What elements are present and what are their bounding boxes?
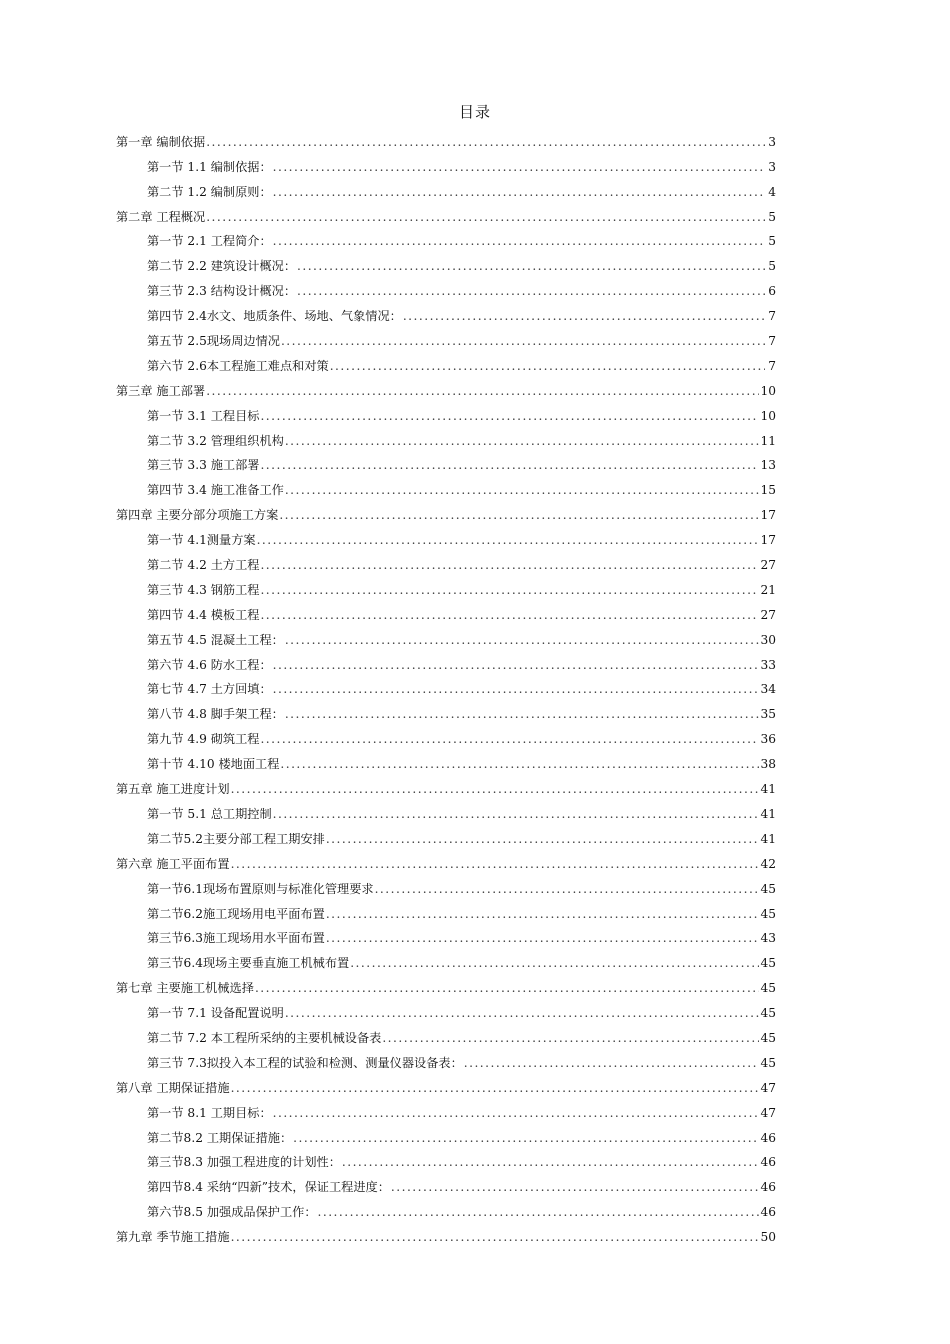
toc-entry-page-number: 35	[760, 707, 776, 722]
toc-dot-leader	[273, 682, 760, 696]
toc-entry-page-number: 5	[768, 234, 776, 249]
toc-entry-page-number: 47	[760, 1080, 776, 1095]
toc-entry-label: 第四节 4.4 模板工程	[147, 607, 260, 622]
toc-section-entry[interactable]	[116, 1194, 776, 1219]
toc-entry-page-number: 10	[760, 408, 776, 423]
toc-entry-page-number: 45	[760, 1006, 776, 1021]
toc-entry-page-number: 41	[760, 806, 776, 821]
toc-entry-label: 第三节 7.3拟投入本工程的试验和检测、测量仪器设备表：	[147, 1055, 463, 1070]
toc-entry-label: 第二节5.2主要分部工程工期安排	[147, 831, 325, 846]
toc-chapter-entry[interactable]	[116, 1070, 776, 1095]
toc-dot-leader	[326, 931, 760, 945]
toc-entry-label: 第六节 2.6本工程施工难点和对策	[147, 358, 329, 373]
toc-dot-leader	[330, 359, 765, 373]
toc-entry-page-number: 17	[760, 508, 776, 523]
toc-entry-label: 第六节 4.6 防水工程：	[147, 657, 272, 672]
toc-entry-label: 第九节 4.9 砌筑工程	[147, 732, 260, 747]
toc-dot-leader	[285, 707, 760, 721]
toc-entry-label: 第二节8.2 工期保证措施：	[147, 1130, 293, 1145]
toc-section-entry[interactable]	[116, 1020, 776, 1045]
toc-entry-page-number: 15	[760, 483, 776, 498]
toc-dot-leader	[273, 658, 760, 672]
toc-entry-label: 第四章 主要分部分项施工方案	[116, 508, 279, 523]
toc-section-entry[interactable]	[116, 1120, 776, 1145]
toc-section-entry[interactable]	[116, 448, 776, 473]
toc-section-entry[interactable]	[116, 597, 776, 622]
toc-entry-page-number: 17	[760, 533, 776, 548]
toc-dot-leader	[260, 409, 759, 423]
toc-chapter-entry[interactable]	[116, 1219, 776, 1244]
toc-entry-page-number: 41	[760, 782, 776, 797]
toc-section-entry[interactable]	[116, 696, 776, 721]
toc-dot-leader	[285, 434, 760, 448]
toc-entry-page-number: 6	[768, 284, 776, 299]
toc-section-entry[interactable]	[116, 871, 776, 896]
toc-entry-label: 第三节 3.3 施工部署	[147, 458, 260, 473]
toc-dot-leader	[326, 907, 760, 921]
toc-dot-leader	[342, 1155, 760, 1169]
toc-section-entry[interactable]	[116, 174, 776, 199]
toc-section-entry[interactable]	[116, 896, 776, 921]
toc-entry-label: 第一节 2.1 工程简介：	[147, 234, 272, 249]
toc-entry-page-number: 33	[760, 657, 776, 672]
toc-entry-label: 第二节 4.2 土方工程	[147, 558, 260, 573]
toc-section-entry[interactable]	[116, 672, 776, 697]
toc-dot-leader	[293, 1131, 759, 1145]
toc-section-entry[interactable]	[116, 1095, 776, 1120]
toc-entry-label: 第七章 主要施工机械选择	[116, 981, 254, 996]
toc-dot-leader	[285, 1006, 760, 1020]
toc-entry-label: 第二节 7.2 本工程所采纳的主要机械设备表	[147, 1030, 382, 1045]
toc-section-entry[interactable]	[116, 547, 776, 572]
toc-entry-page-number: 42	[760, 856, 776, 871]
toc-dot-leader	[375, 882, 760, 896]
toc-entry-page-number: 4	[768, 184, 776, 199]
toc-section-entry[interactable]	[116, 622, 776, 647]
toc-section-entry[interactable]	[116, 472, 776, 497]
toc-section-entry[interactable]	[116, 398, 776, 423]
toc-section-entry[interactable]	[116, 149, 776, 174]
toc-entry-label: 第三节 4.3 钢筋工程	[147, 582, 260, 597]
toc-entry-label: 第一节 3.1 工程目标	[147, 408, 260, 423]
toc-entry-page-number: 7	[768, 309, 776, 324]
toc-dot-leader	[260, 583, 759, 597]
toc-dot-leader	[382, 1031, 759, 1045]
toc-dot-leader	[318, 1205, 760, 1219]
toc-entry-label: 第三节 2.3 结构设计概况：	[147, 284, 297, 299]
toc-section-entry[interactable]	[116, 1145, 776, 1170]
toc-section-entry[interactable]	[116, 746, 776, 771]
toc-dot-leader	[273, 185, 765, 199]
toc-section-entry[interactable]	[116, 273, 776, 298]
toc-section-entry[interactable]	[116, 522, 776, 547]
toc-dot-leader	[297, 284, 765, 298]
toc-entry-label: 第二节 1.2 编制原则：	[147, 184, 272, 199]
toc-dot-leader	[231, 857, 760, 871]
toc-chapter-entry[interactable]	[116, 497, 776, 522]
toc-dot-leader	[279, 508, 759, 522]
toc-dot-leader	[231, 782, 760, 796]
toc-entry-label: 第二节6.2施工现场用电平面布置	[147, 906, 325, 921]
toc-section-entry[interactable]	[116, 995, 776, 1020]
toc-entry-page-number: 3	[768, 159, 776, 174]
toc-entry-page-number: 43	[760, 931, 776, 946]
toc-section-entry[interactable]	[116, 796, 776, 821]
toc-entry-label: 第三节6.3施工现场用水平面布置	[147, 931, 325, 946]
toc-entry-label: 第一节 1.1 编制依据：	[147, 159, 272, 174]
toc-entry-label: 第二节 3.2 管理组织机构	[147, 433, 284, 448]
toc-dot-leader	[206, 135, 765, 149]
toc-chapter-entry[interactable]	[116, 373, 776, 398]
toc-entry-label: 第六节8.5 加强成品保护工作：	[147, 1205, 317, 1220]
toc-chapter-entry[interactable]	[116, 124, 776, 149]
toc-entry-page-number: 45	[760, 881, 776, 896]
toc-entry-page-number: 47	[760, 1105, 776, 1120]
toc-entry-label: 第五节 2.5现场周边情况	[147, 334, 280, 349]
toc-entry-label: 第一章 编制依据	[116, 134, 206, 149]
toc-entry-label: 第二节 2.2 建筑设计概况：	[147, 259, 297, 274]
toc-entry-label: 第三节6.4现场主要垂直施工机械布置	[147, 956, 350, 971]
toc-entry-page-number: 34	[760, 682, 776, 697]
toc-section-entry[interactable]	[116, 572, 776, 597]
toc-entry-page-number: 5	[768, 259, 776, 274]
toc-entry-label: 第一节 7.1 设备配置说明	[147, 1006, 284, 1021]
toc-entry-label: 第一节 4.1测量方案	[147, 533, 256, 548]
toc-section-entry[interactable]	[116, 821, 776, 846]
toc-entry-label: 第五节 4.5 混凝土工程：	[147, 632, 284, 647]
toc-entry-page-number: 21	[760, 582, 776, 597]
toc-entry-page-number: 41	[760, 831, 776, 846]
toc-entry-page-number: 7	[768, 334, 776, 349]
toc-entry-page-number: 50	[760, 1230, 776, 1245]
toc-dot-leader	[297, 259, 765, 273]
toc-dot-leader	[273, 234, 765, 248]
toc-dot-leader	[231, 1081, 760, 1095]
toc-entry-page-number: 13	[760, 458, 776, 473]
toc-dot-leader	[260, 558, 759, 572]
toc-dot-leader	[260, 608, 759, 622]
toc-dot-leader	[391, 1180, 760, 1194]
toc-entry-page-number: 45	[760, 956, 776, 971]
toc-entry-label: 第十节 4.10 楼地面工程	[147, 757, 280, 772]
toc-dot-leader	[206, 210, 765, 224]
toc-dot-leader	[280, 757, 759, 771]
toc-entry-page-number: 45	[760, 1030, 776, 1045]
toc-chapter-entry[interactable]	[116, 199, 776, 224]
toc-section-entry[interactable]	[116, 348, 776, 373]
toc-section-entry[interactable]	[116, 298, 776, 323]
toc-entry-page-number: 7	[768, 358, 776, 373]
toc-entry-label: 第八节 4.8 脚手架工程：	[147, 707, 284, 722]
toc-dot-leader	[285, 483, 760, 497]
toc-dot-leader	[255, 981, 760, 995]
toc-entry-page-number: 30	[760, 632, 776, 647]
toc-title: 目录	[458, 103, 491, 121]
toc-entry-page-number: 10	[760, 383, 776, 398]
toc-dot-leader	[273, 807, 760, 821]
toc-entry-label: 第四节 2.4水文、地质条件、场地、气象情况：	[147, 309, 402, 324]
toc-entry-page-number: 36	[760, 732, 776, 747]
toc-chapter-entry[interactable]	[116, 846, 776, 871]
toc-entry-page-number: 46	[760, 1130, 776, 1145]
toc-entry-label: 第八章 工期保证措施	[116, 1080, 230, 1095]
toc-section-entry[interactable]	[116, 647, 776, 672]
toc-entry-page-number: 45	[760, 981, 776, 996]
toc-dot-leader	[403, 309, 765, 323]
toc-section-entry[interactable]	[116, 921, 776, 946]
toc-entry-label: 第一节 8.1 工期目标：	[147, 1105, 272, 1120]
toc-dot-leader	[273, 1106, 760, 1120]
toc-entry-page-number: 46	[760, 1180, 776, 1195]
toc-entry-label: 第七节 4.7 土方回填：	[147, 682, 272, 697]
table-of-contents	[116, 124, 776, 1244]
toc-chapter-entry[interactable]	[116, 771, 776, 796]
toc-entry-label: 第四节 3.4 施工准备工作	[147, 483, 284, 498]
toc-entry-page-number: 38	[760, 757, 776, 772]
toc-dot-leader	[285, 633, 760, 647]
toc-dot-leader	[464, 1056, 760, 1070]
toc-entry-label: 第一节6.1现场布置原则与标准化管理要求	[147, 881, 374, 896]
toc-entry-label: 第二章 工程概况	[116, 209, 206, 224]
toc-dot-leader	[260, 458, 759, 472]
toc-dot-leader	[231, 1230, 760, 1244]
toc-entry-label: 第三节8.3 加强工程进度的计划性：	[147, 1155, 341, 1170]
toc-entry-page-number: 11	[760, 433, 776, 448]
toc-section-entry[interactable]	[116, 224, 776, 249]
toc-chapter-entry[interactable]	[116, 970, 776, 995]
toc-section-entry[interactable]	[116, 323, 776, 348]
toc-section-entry[interactable]	[116, 945, 776, 970]
toc-dot-leader	[281, 334, 765, 348]
toc-dot-leader	[350, 956, 759, 970]
toc-entry-page-number: 27	[760, 558, 776, 573]
toc-entry-label: 第五章 施工进度计划	[116, 782, 230, 797]
toc-entry-page-number: 5	[768, 209, 776, 224]
toc-entry-label: 第一节 5.1 总工期控制	[147, 806, 272, 821]
toc-entry-page-number: 27	[760, 607, 776, 622]
toc-dot-leader	[260, 732, 759, 746]
toc-entry-page-number: 46	[760, 1205, 776, 1220]
toc-entry-page-number: 46	[760, 1155, 776, 1170]
toc-section-entry[interactable]	[116, 1169, 776, 1194]
toc-section-entry[interactable]	[116, 423, 776, 448]
toc-entry-page-number: 45	[760, 1055, 776, 1070]
toc-section-entry[interactable]	[116, 248, 776, 273]
toc-section-entry[interactable]	[116, 1045, 776, 1070]
toc-section-entry[interactable]	[116, 721, 776, 746]
toc-entry-page-number: 3	[768, 134, 776, 149]
toc-entry-label: 第三章 施工部署	[116, 383, 206, 398]
toc-entry-label: 第九章 季节施工措施	[116, 1230, 230, 1245]
toc-entry-label: 第六章 施工平面布置	[116, 856, 230, 871]
toc-dot-leader	[273, 160, 765, 174]
toc-dot-leader	[257, 533, 760, 547]
toc-entry-page-number: 45	[760, 906, 776, 921]
toc-entry-label: 第四节8.4 采纳“四新”技术，保证工程进度：	[147, 1180, 390, 1195]
toc-dot-leader	[206, 384, 759, 398]
toc-dot-leader	[326, 832, 760, 846]
